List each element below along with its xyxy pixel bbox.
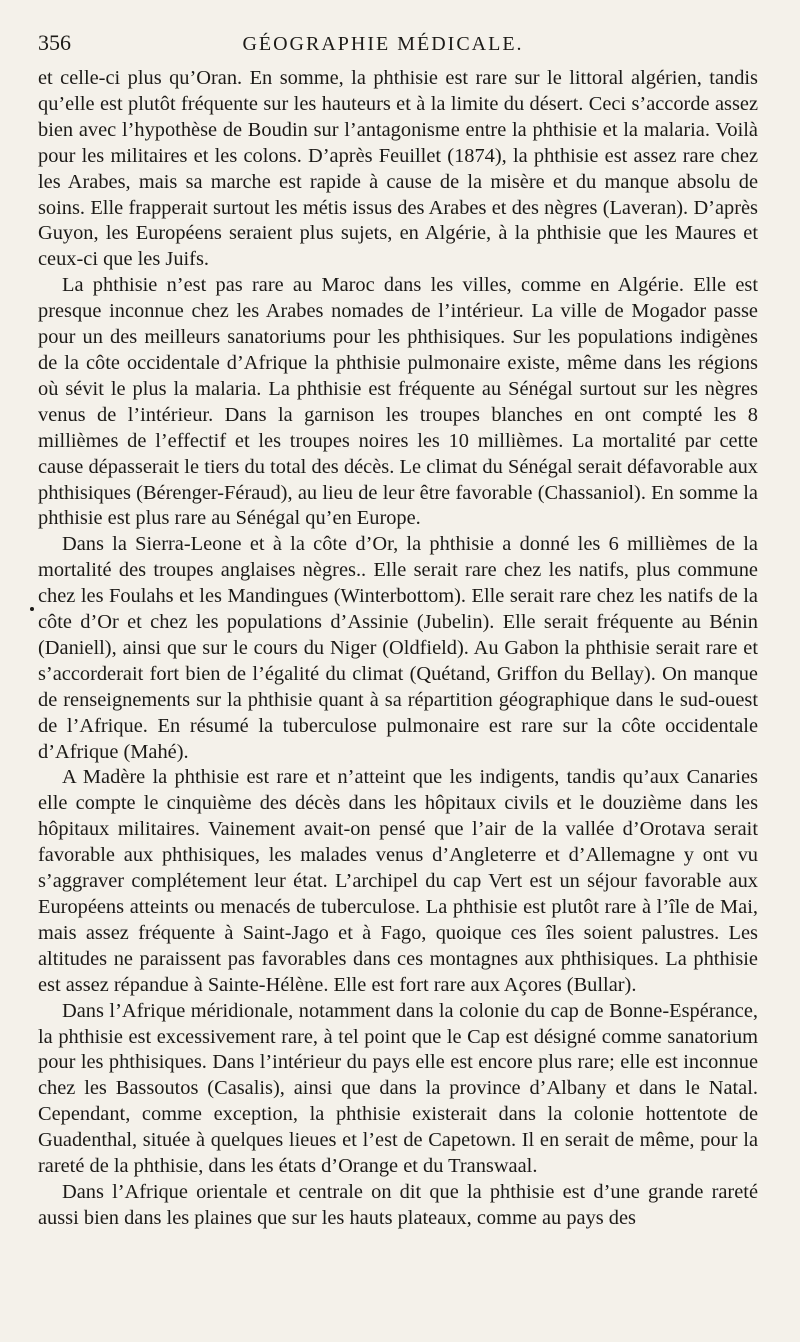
running-title: GÉOGRAPHIE MÉDICALE. [242, 33, 524, 55]
body-text [38, 66, 758, 1232]
paragraph-maroc-senegal: La phthisie n’est pas rare au Maroc dans les villes, comme en Algérie. Elle est presque inconnue chez les Arabes nomades de l’intérieur. La ville de Mogador passe pour un des meilleurs sanatoriums pour les phthisiques. Sur les populations indigènes de la côte occidentale d’Afrique la phthisie pulmonaire existe, même dans les régions où sévit le plus la malaria. La phthisie est fréquente au Sénégal surtout sur les nègres venus de l’intérieur. Dans la garnison les troupes blanches en ont compté les 8 millièmes de l’effectif et les troupes noires les 10 millièmes. La mortalité par cette cause dépasserait le tiers du total des décès. Le climat du Sénégal serait défavorable aux phthisiques (Bérenger-Féraud), au lieu de leur être favorable (Chassaniol). En somme la phthisie est plus rare au Sénégal qu’en Europe. [38, 274, 758, 530]
page-number: 356 [38, 30, 71, 55]
paragraph-madere-canaries: A Madère la phthisie est rare et n’atteint que les indigents, tandis qu’aux Canaries elle compte le cinquième des décès dans les hôpitaux civils et le douzième dans les hôpitaux militaires. Vainement avait-on pensé que l’air de la vallée d’Orotava serait favorable aux phthisiques, les malades venus d’Angleterre et d’Allemagne y ont vu s’aggraver complétement leur état. L’archipel du cap Vert est un séjour favorable aux Européens atteints ou menacés de tuberculose. La phthisie est plutôt rare à l’île de Mai, mais assez fréquente à Saint-Jago et à Fago, quoique ces îles soient palustres. Les altitudes ne paraissent pas favorables dans ces montagnes aux phthisiques. La phthisie est assez répandue à Sainte-Hélène. Elle est fort rare aux Açores (Bullar). [38, 766, 758, 996]
paragraph-afrique-meridionale: Dans l’Afrique méridionale, notamment dans la colonie du cap de Bonne-Espérance, la phthisie est excessivement rare, à tel point que le Cap est désigné comme sanatorium pour les phthisiques. Dans l’intérieur du pays elle est encore plus rare; elle est inconnue chez les Bassoutos (Casalis), ainsi que dans la province d’Albany et dans le Natal. Cependant, comme exception, la phthisie existerait dans la colonie hottentote de Guadenthal, située à quelques lieues et l’est de Capetown. Il en serait de même, pour la rareté de la phthisie, dans les états d’Orange et du Transwaal. [38, 999, 758, 1178]
running-head [38, 30, 758, 62]
margin-dot [30, 607, 34, 611]
paragraph-sierra-leone: Dans la Sierra-Leone et à la côte d’Or, la phthisie a donné les 6 millièmes de la mortalité des troupes anglaises nègres.. Elle serait rare chez les natifs, plus commune chez les Foulahs et les Mandingues (Winterbottom). Elle serait rare chez les natifs de la côte d’Or et chez les populations d’Assinie (Jubelin). Elle serait fréquente au Bénin (Daniell), ainsi que sur le cours du Niger (Oldfield). Au Gabon la phthisie serait rare et s’accorderait fort bien de l’égalité du climat (Quétand, Griffon du Bellay). On manque de renseignements sur la phthisie quant à sa répartition géographique dans le sud-ouest de l’Afrique. En résumé la tuberculose pulmonaire est rare sur la côte occidentale d’Afrique (Mahé). [38, 533, 758, 763]
paragraph-algeria: et celle-ci plus qu’Oran. En somme, la phthisie est rare sur le littoral algérien, tandis qu’elle est plutôt fréquente sur les hauteurs et à la limite du désert. Ceci s’accorde assez bien avec l’hypothèse de Boudin sur l’antagonisme entre la phthisie et la malaria. Voilà pour les militaires et les colons. D’après Feuillet (1874), la phthisie est assez rare chez les Arabes, mais sa marche est rapide à cause de la misère et du manque absolu de soins. Elle frapperait surtout les métis issus des Arabes et des nègres (Laveran). D’après Guyon, les Européens seraient plus sujets, en Algérie, à la phthisie que les Maures et ceux-ci que les Juifs. [38, 67, 758, 271]
paragraph-afrique-orientale: Dans l’Afrique orientale et centrale on dit que la phthisie est d’une grande rareté aussi bien dans les plaines que sur les hauts plateaux, comme au pays des [38, 1180, 758, 1229]
